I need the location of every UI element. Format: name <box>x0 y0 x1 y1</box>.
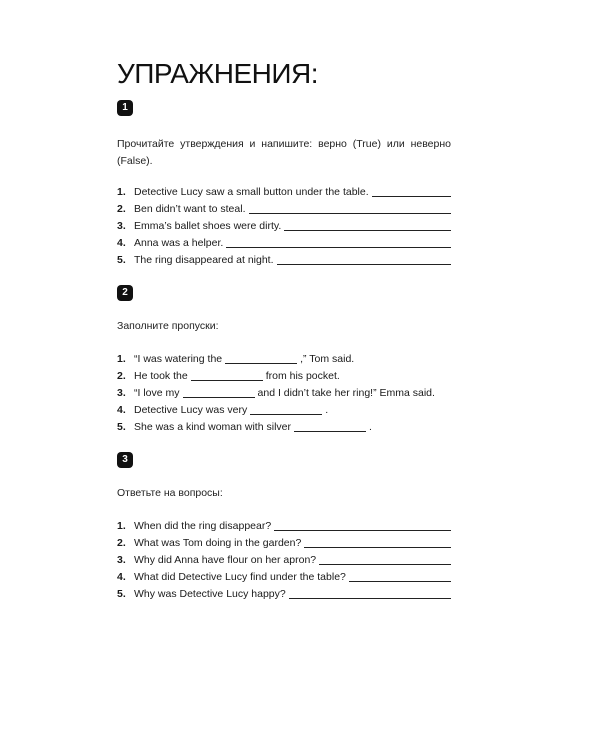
exercise-3-instruction: Ответьте на вопросы: <box>117 487 223 499</box>
item-text-after: from his pocket. <box>265 370 340 382</box>
exercise-2-instruction: Заполните пропуски: <box>117 320 219 332</box>
exercise-1-item-4 <box>117 236 451 250</box>
answer-line[interactable] <box>284 220 451 231</box>
answer-line[interactable] <box>226 237 451 248</box>
exercise-2-item-3 <box>117 386 451 400</box>
item-text-after: . <box>368 421 372 433</box>
item-text: Why did Anna have flour on her apron? <box>134 554 317 566</box>
exercise-2-item-4 <box>117 403 451 417</box>
item-text: Detective Lucy saw a small button under the table. <box>134 186 369 198</box>
answer-line[interactable] <box>349 571 451 582</box>
item-number: 5. <box>117 588 126 600</box>
item-text-before: He took the <box>134 370 188 382</box>
item-number: 3. <box>117 387 126 399</box>
item-text: Emma’s ballet shoes were dirty. <box>134 220 282 232</box>
answer-line[interactable] <box>304 537 451 548</box>
exercise-3-item-2 <box>117 536 451 550</box>
item-number: 2. <box>117 537 126 549</box>
item-number: 1. <box>117 353 126 365</box>
blank-line[interactable] <box>225 353 297 364</box>
exercise-2-item-2 <box>117 369 451 383</box>
exercise-1-instruction: Прочитайте утверждения и напишите: верно (True) или неверно (False). <box>117 138 451 167</box>
answer-line[interactable] <box>319 554 451 565</box>
item-text-after: and I didn’t take her ring!” Emma said. <box>257 387 435 399</box>
exercise-1-item-5 <box>117 253 451 267</box>
item-text: What was Tom doing in the garden? <box>134 537 302 549</box>
item-number: 5. <box>117 254 126 266</box>
item-number: 2. <box>117 203 126 215</box>
exercise-3-item-4 <box>117 570 451 584</box>
item-number: 3. <box>117 554 126 566</box>
answer-line[interactable] <box>277 254 451 265</box>
item-text: Why was Detective Lucy happy? <box>134 588 286 600</box>
exercise-3-number-badge: 3 <box>117 452 133 468</box>
exercise-1-item-3 <box>117 219 451 233</box>
item-number: 3. <box>117 220 126 232</box>
blank-line[interactable] <box>294 421 366 432</box>
item-text-before: She was a kind woman with silver <box>134 421 291 433</box>
exercise-1-item-2 <box>117 202 451 216</box>
blank-line[interactable] <box>183 387 255 398</box>
item-text-before: “I was watering the <box>134 353 223 365</box>
exercise-3-item-5 <box>117 587 451 601</box>
item-number: 1. <box>117 186 126 198</box>
exercise-2-number-badge: 2 <box>117 285 133 301</box>
item-text-after: . <box>325 404 329 416</box>
item-text: What did Detective Lucy find under the table? <box>134 571 346 583</box>
item-number: 4. <box>117 404 126 416</box>
page-title: УПРАЖНЕНИЯ: <box>117 58 318 89</box>
item-text: Ben didn’t want to steal. <box>134 203 246 215</box>
item-text-before: “I love my <box>134 387 180 399</box>
item-number: 4. <box>117 237 126 249</box>
answer-line[interactable] <box>289 588 451 599</box>
exercise-2-item-5 <box>117 420 451 434</box>
exercise-2-item-1 <box>117 352 451 366</box>
exercise-1-item-1 <box>117 185 451 199</box>
exercise-3-item-1 <box>117 519 451 533</box>
item-number: 1. <box>117 520 126 532</box>
item-text: When did the ring disappear? <box>134 520 272 532</box>
blank-line[interactable] <box>191 370 263 381</box>
item-number: 2. <box>117 370 126 382</box>
item-text-before: Detective Lucy was very <box>134 404 248 416</box>
item-number: 5. <box>117 421 126 433</box>
item-text: Anna was a helper. <box>134 237 224 249</box>
item-number: 4. <box>117 571 126 583</box>
item-text: The ring disappeared at night. <box>134 254 274 266</box>
answer-line[interactable] <box>249 203 452 214</box>
exercise-1-number-badge: 1 <box>117 100 133 116</box>
answer-line[interactable] <box>274 520 451 531</box>
item-text-after: ,” Tom said. <box>300 353 355 365</box>
blank-line[interactable] <box>250 404 322 415</box>
answer-line[interactable] <box>372 186 451 197</box>
exercise-3-item-3 <box>117 553 451 567</box>
